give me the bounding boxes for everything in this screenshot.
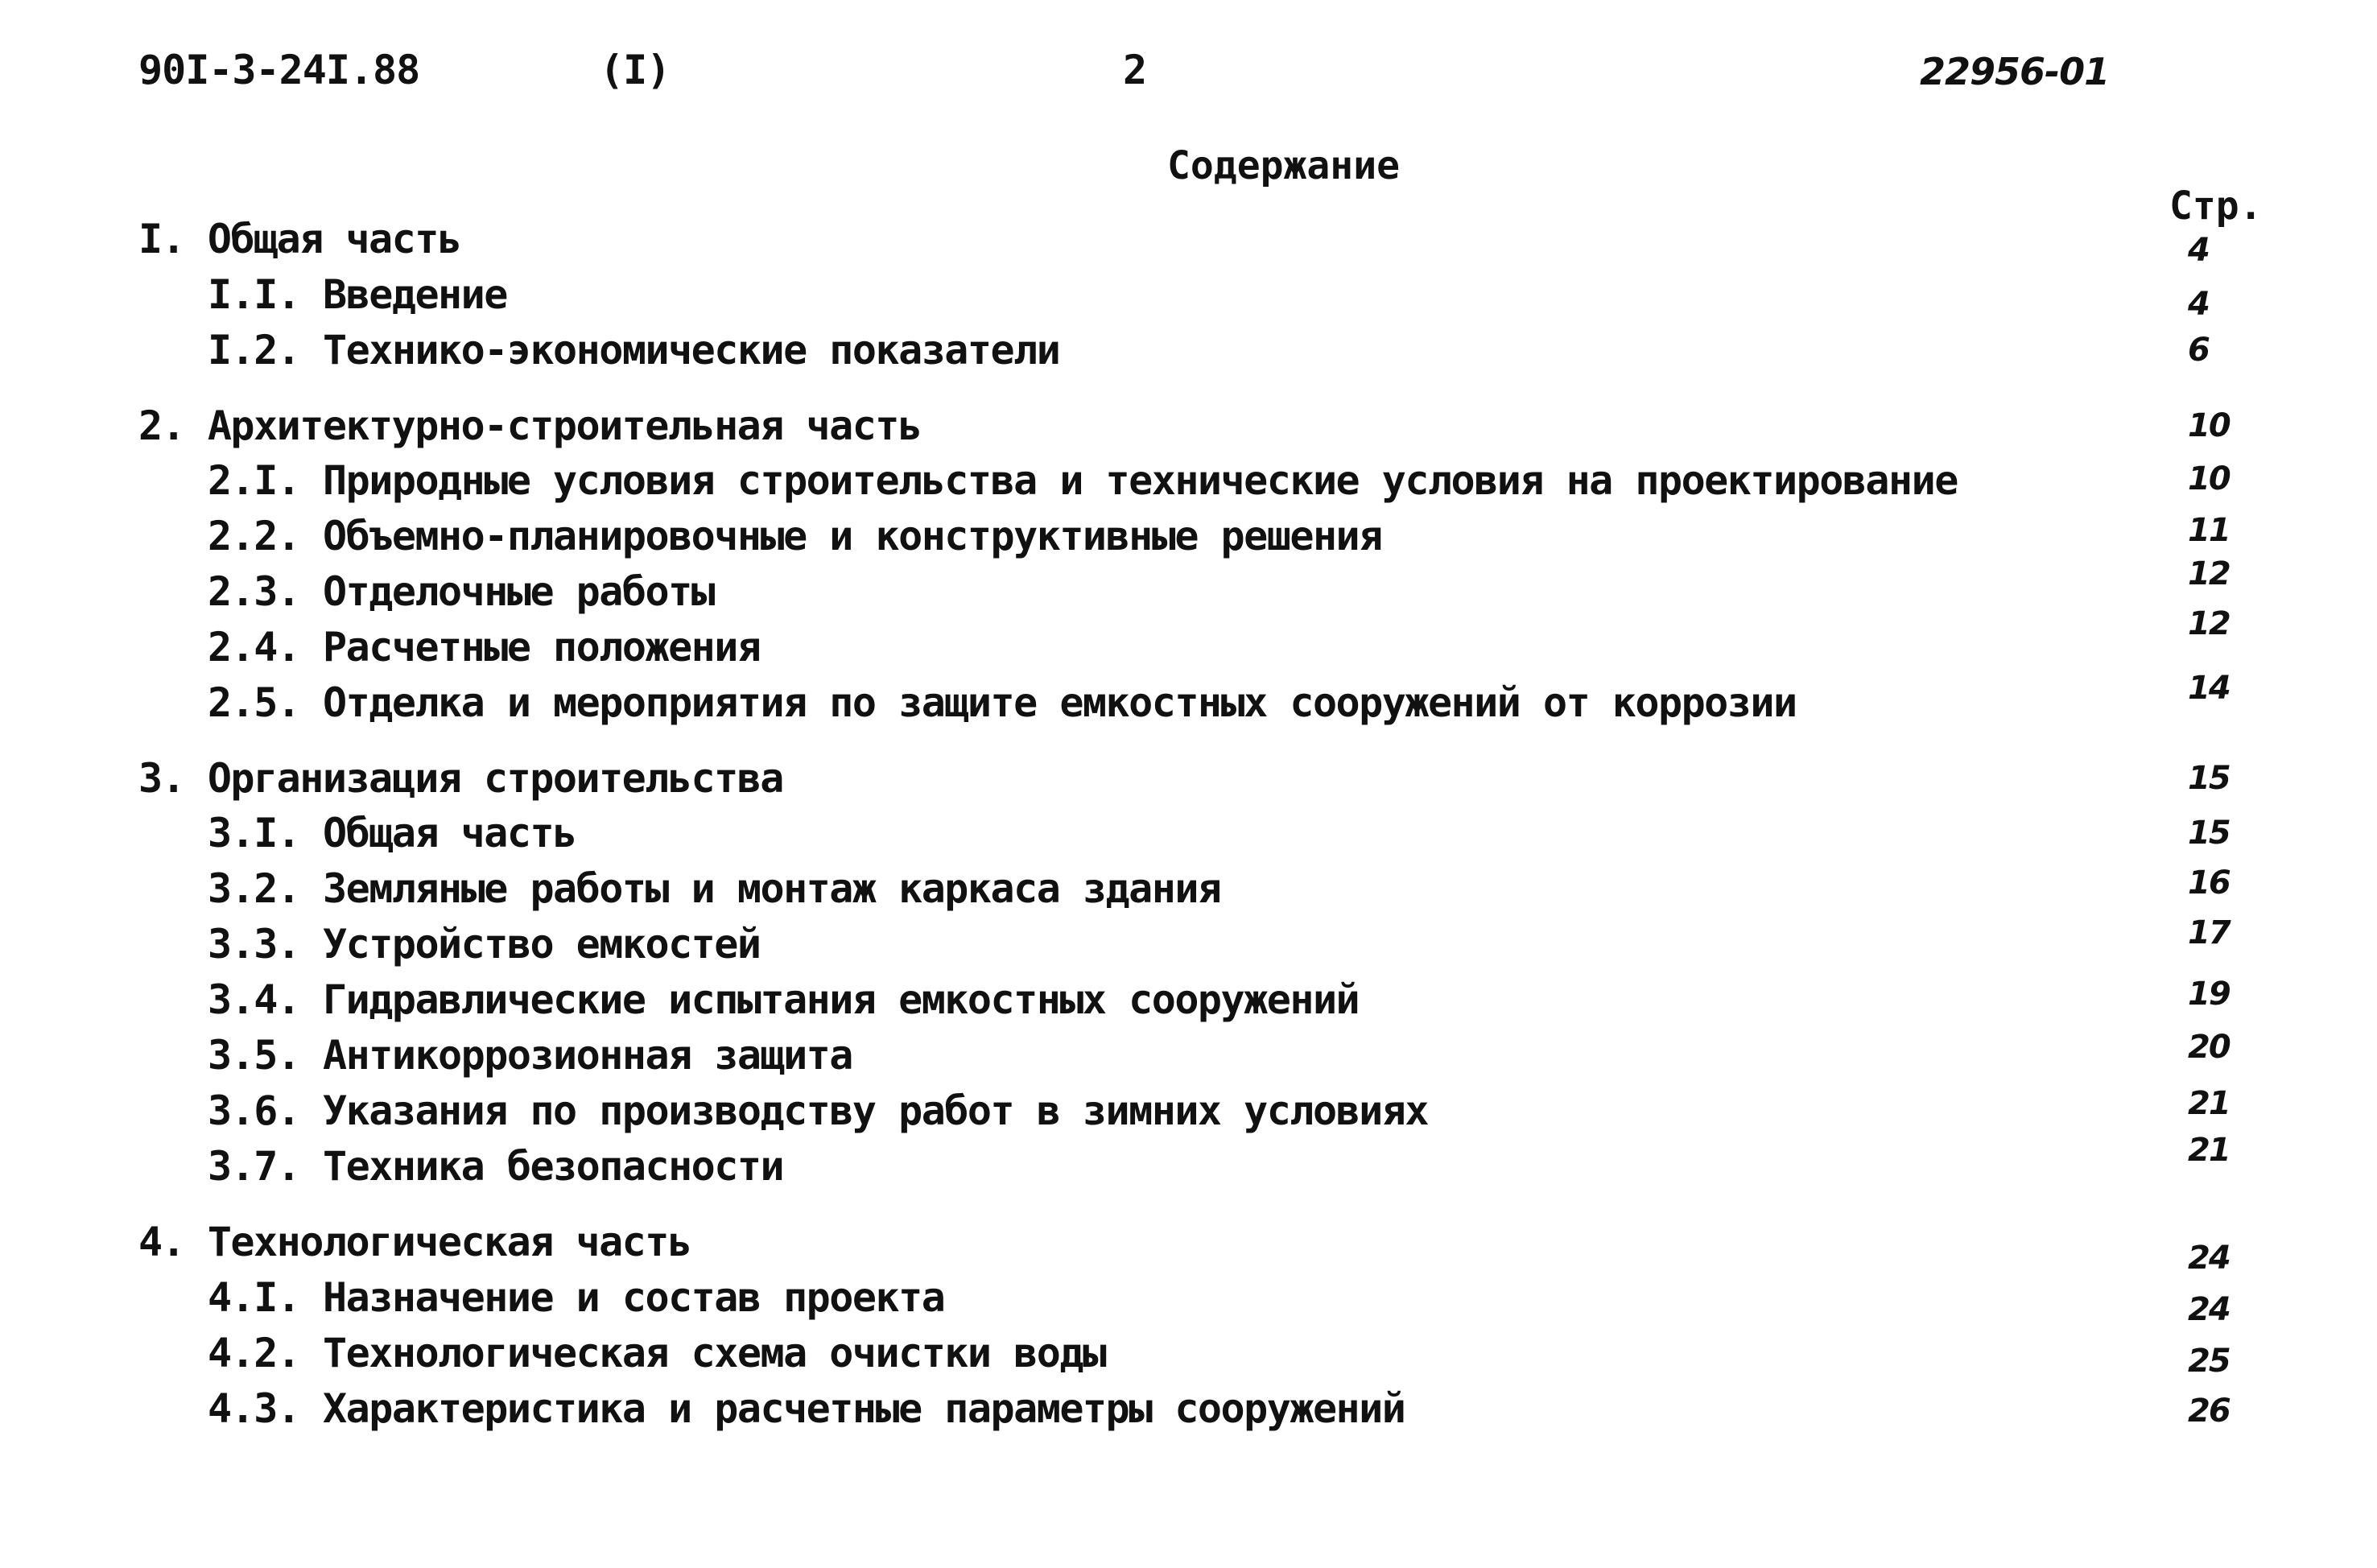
- toc-page: 11: [2188, 512, 2230, 549]
- toc-page: 24: [2188, 1291, 2230, 1328]
- toc-section: [138, 755, 783, 802]
- toc-title: Отделочные работы: [323, 568, 715, 615]
- toc-number: I.: [138, 216, 185, 262]
- toc-title: Технологическая схема очистки воды: [323, 1330, 1106, 1376]
- toc-subsection: [208, 921, 760, 968]
- toc-page: 10: [2188, 407, 2230, 444]
- toc-page: 16: [2188, 864, 2230, 902]
- toc-number: I.2.: [208, 327, 300, 373]
- toc-section: [138, 216, 460, 262]
- toc-title: Архитектурно-строительная часть: [207, 402, 922, 449]
- toc-number: 2.5.: [208, 679, 300, 726]
- toc-number: 2.3.: [208, 568, 300, 615]
- toc-subsection: [208, 457, 1958, 504]
- toc-page: 4: [2188, 232, 2209, 269]
- page-column-label: Стр.: [2169, 184, 2263, 229]
- toc-title: Гидравлические испытания емкостных сооружений: [323, 976, 1360, 1023]
- toc-page: 26: [2188, 1393, 2230, 1430]
- toc-title: Природные условия строительства и технические условия на проектирование: [323, 457, 1958, 504]
- toc-number: 3.6.: [208, 1087, 300, 1134]
- toc-title: Технико-экономические показатели: [323, 327, 1060, 373]
- toc-title: Земляные работы и монтаж каркаса здания: [323, 865, 1221, 912]
- toc-page: 14: [2188, 670, 2230, 707]
- toc-title: Расчетные положения: [323, 624, 761, 671]
- toc-subsection: [208, 271, 507, 318]
- toc-number: 3.: [138, 755, 185, 802]
- toc-title: Общая часть: [323, 810, 576, 856]
- toc-title: Объемно-планировочные и конструктивные решения: [323, 513, 1382, 559]
- toc-number: I.I.: [208, 271, 300, 318]
- toc-title: Назначение и состав проекта: [323, 1274, 945, 1321]
- toc-page: 17: [2188, 914, 2230, 951]
- toc-page: 12: [2188, 555, 2230, 592]
- toc-title: Характеристика и расчетные параметры сооружений: [323, 1385, 1405, 1432]
- toc-page: 19: [2188, 976, 2230, 1013]
- toc-subsection: [208, 679, 1797, 726]
- toc-title: Указания по производству работ в зимних условиях: [323, 1087, 1428, 1134]
- sheet-mark: (I): [600, 47, 671, 93]
- toc-title: Техника безопасности: [323, 1143, 784, 1190]
- toc-title: Введение: [323, 271, 507, 318]
- toc-page: 10: [2188, 460, 2230, 497]
- toc-subsection: [208, 1385, 1405, 1432]
- toc-subsection: [208, 624, 760, 671]
- toc-page: 21: [2188, 1132, 2230, 1169]
- toc-title: Отделка и мероприятия по защите емкостных сооружений от коррозии: [323, 679, 1797, 726]
- toc-page: 4: [2188, 286, 2209, 323]
- toc-page: 15: [2188, 760, 2230, 797]
- toc-number: 4.I.: [208, 1274, 300, 1321]
- toc-subsection: [208, 568, 714, 615]
- toc-subsection: [208, 865, 1221, 912]
- toc-page: 21: [2188, 1085, 2230, 1122]
- toc-page: 6: [2188, 332, 2209, 369]
- toc-number: 2.4.: [208, 624, 300, 671]
- toc-subsection: [208, 1274, 944, 1321]
- toc-number: 2.2.: [208, 513, 300, 559]
- toc-subsection: [208, 1087, 1428, 1134]
- toc-title: Организация строительства: [207, 755, 783, 802]
- toc-subsection: [208, 327, 1059, 373]
- toc-number: 2.I.: [208, 457, 300, 504]
- toc-subsection: [208, 1143, 783, 1190]
- toc-subsection: [208, 1330, 1106, 1376]
- toc-title: Устройство емкостей: [323, 921, 761, 968]
- toc-number: 4.3.: [208, 1385, 300, 1432]
- toc-number: 3.I.: [208, 810, 300, 856]
- toc-page: 12: [2188, 605, 2230, 642]
- toc-page: 20: [2188, 1029, 2230, 1066]
- toc-subsection: [208, 513, 1382, 559]
- toc-title: Общая часть: [207, 216, 461, 262]
- toc-section: [138, 1219, 691, 1265]
- toc-subsection: [208, 810, 576, 856]
- toc-subsection: [208, 1032, 852, 1079]
- contents-title: Содержание: [1167, 143, 1400, 188]
- toc-title: Антикоррозионная защита: [323, 1032, 852, 1079]
- toc-number: 4.: [138, 1219, 185, 1265]
- toc-number: 4.2.: [208, 1330, 300, 1376]
- toc-number: 3.7.: [208, 1143, 300, 1190]
- toc-title: Технологическая часть: [207, 1219, 691, 1265]
- toc-number: 3.4.: [208, 976, 300, 1023]
- document-code: 90I-3-24I.88: [138, 47, 420, 93]
- toc-page: 24: [2188, 1240, 2230, 1277]
- page-number: 2: [1123, 47, 1147, 93]
- toc-page: 15: [2188, 815, 2230, 852]
- toc-number: 3.5.: [208, 1032, 300, 1079]
- toc-number: 3.2.: [208, 865, 300, 912]
- toc-number: 2.: [138, 402, 185, 449]
- inventory-number: 22956-01: [1920, 50, 2110, 93]
- toc-page: 25: [2188, 1343, 2230, 1380]
- toc-section: [138, 402, 922, 449]
- toc-number: 3.3.: [208, 921, 300, 968]
- toc-subsection: [208, 976, 1359, 1023]
